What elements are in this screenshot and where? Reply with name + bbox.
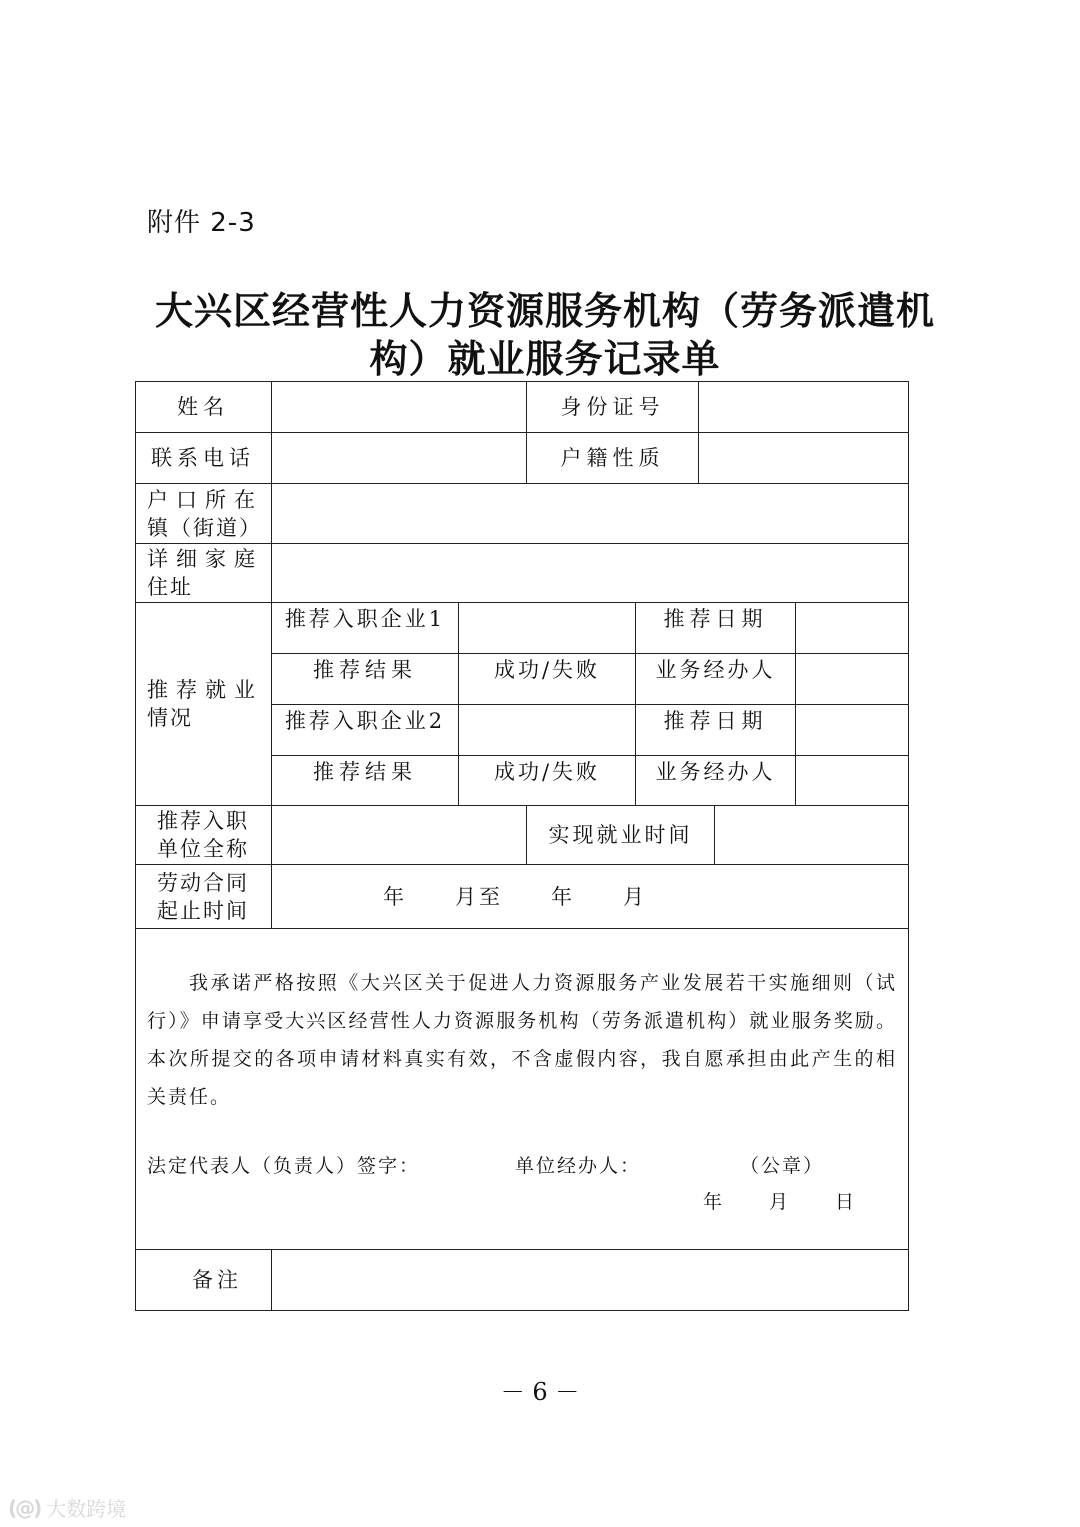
page-number: － 6 － — [500, 1378, 580, 1406]
watermark — [8, 1493, 126, 1522]
recommendation-result-value[interactable]: 成功/失败 — [493, 760, 601, 784]
hukou-type-field[interactable] — [699, 433, 908, 483]
employer-name-label — [135, 806, 271, 864]
recommendation-date-label: 推荐日期 — [663, 709, 768, 733]
address-label-line-1: 详细家庭 — [147, 547, 263, 571]
recommendation-date-field[interactable] — [796, 705, 908, 755]
recommended-company-2-label: 推荐入职企业2 — [284, 709, 446, 733]
handler-label: 业务经办人 — [655, 658, 776, 682]
form-title-line-1: 大兴区经营性人力资源服务机构（劳务派遣机 — [154, 289, 935, 333]
hukou-town-label — [135, 484, 271, 543]
id-number-label: 身份证号 — [560, 394, 665, 419]
hukou-town-label-line-2: 镇（街道） — [147, 515, 262, 540]
handler-label: 业务经办人 — [655, 760, 776, 784]
employment-time-field[interactable] — [715, 806, 908, 864]
address-label-line-2: 住址 — [147, 575, 193, 599]
address-field[interactable] — [272, 544, 908, 602]
recommendation-result-value[interactable]: 成功/失败 — [493, 658, 601, 682]
address-label — [135, 544, 271, 602]
watermark-text: 大数跨境 — [46, 1497, 127, 1521]
recommendation-date-label: 推荐日期 — [663, 607, 768, 631]
legal-representative-signature-label: 法定代表人（负责人）签字： — [147, 1155, 421, 1177]
contract-period-label-line-2: 起止时间 — [157, 898, 249, 923]
pledge-statement: 我承诺严格按照《大兴区关于促进人力资源服务产业发展若干实施细则（试行）》申请享受大兴区经营性人力资源服务机构（劳务派遣机构）就业服务奖励。本次所提交的各项申请材料真实有效，不含虚假内容，我自愿承担由此产生的相关责任。 — [147, 972, 897, 1108]
name-field[interactable] — [272, 381, 526, 432]
row-divider — [135, 928, 909, 929]
official-seal-label: （公章） — [740, 1155, 825, 1177]
watermark-logo-icon: (@) — [8, 1495, 41, 1520]
id-number-field[interactable] — [699, 381, 908, 432]
recommendation-label — [135, 603, 271, 805]
employer-name-label-line-2: 单位全称 — [157, 837, 249, 861]
employer-name-field[interactable] — [272, 806, 526, 864]
border-right — [908, 381, 909, 1311]
hukou-town-field[interactable] — [272, 484, 908, 543]
remarks-field[interactable] — [272, 1250, 908, 1310]
hukou-town-label-line-1: 户口所在 — [147, 487, 263, 512]
recommended-company-1-field[interactable] — [459, 603, 635, 653]
border-bottom — [135, 1310, 909, 1311]
phone-field[interactable] — [272, 433, 526, 483]
remarks-label: 备注 — [192, 1268, 242, 1292]
hukou-type-label: 户籍性质 — [560, 446, 665, 470]
recommended-company-2-field[interactable] — [459, 705, 635, 755]
signature-date: 年 月 日 — [703, 1191, 858, 1213]
recommendation-result-label: 推荐结果 — [313, 760, 417, 784]
unit-handler-label: 单位经办人： — [515, 1155, 642, 1177]
recommended-company-1-label: 推荐入职企业1 — [284, 607, 446, 631]
form-title-line-2: 构）就业服务记录单 — [369, 337, 721, 381]
recommendation-date-field[interactable] — [796, 603, 908, 653]
contract-period-label — [135, 865, 271, 928]
attachment-label: 附件 2-3 — [147, 208, 256, 238]
handler-field[interactable] — [796, 756, 908, 805]
employment-time-label: 实现就业时间 — [548, 823, 693, 847]
employment-service-record-form — [135, 381, 909, 1311]
phone-label: 联系电话 — [151, 446, 255, 470]
recommendation-result-label: 推荐结果 — [313, 658, 417, 682]
employer-name-label-line-1: 推荐入职 — [157, 809, 249, 833]
contract-period-field[interactable]: 年 月至 年 月 — [383, 884, 647, 909]
recommendation-label-line-1: 推荐就业 — [147, 678, 263, 702]
name-label: 姓名 — [177, 394, 229, 419]
recommendation-label-line-2: 情况 — [147, 706, 193, 730]
contract-period-label-line-1: 劳动合同 — [157, 870, 249, 895]
handler-field[interactable] — [796, 654, 908, 704]
